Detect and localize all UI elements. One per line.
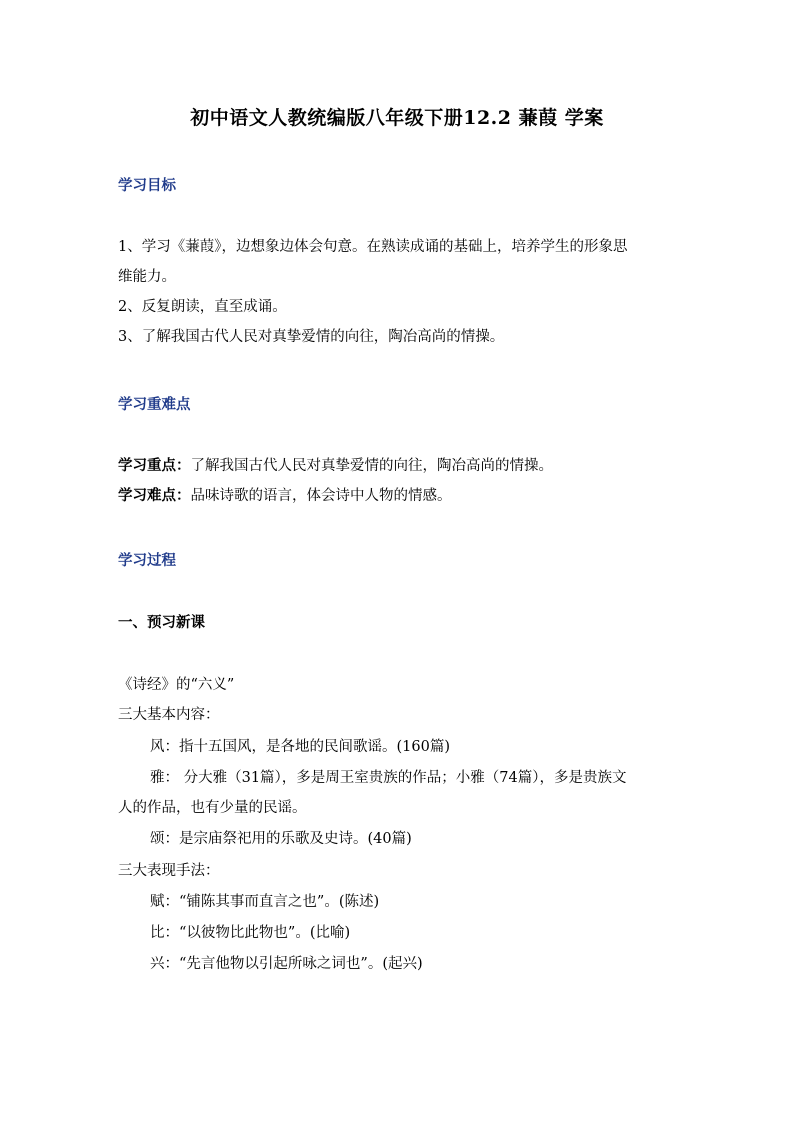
ya-line-1: 雅： 分大雅（31篇），多是周王室贵族的作品；小雅（74篇），多是贵族文: [150, 770, 627, 786]
bi-line: 比：“以彼物比此物也”。(比喻): [150, 925, 351, 941]
objective-item-1: 1、学习《蒹葭》，边想象边体会句意。在熟读成诵的基础上，培养学生的形象思: [118, 239, 628, 255]
key-point-label: 学习重点：: [118, 457, 191, 474]
document-title: 初中语文人教统编版八年级下册12.2 蒹葭 学案: [190, 107, 604, 129]
key-point-line: [118, 455, 553, 477]
liuyi-title: 《诗经》的“六义”: [118, 677, 235, 693]
fu-line: 赋：“铺陈其事而直言之也”。(陈述): [150, 894, 380, 910]
difficulty-line: [118, 485, 452, 507]
feng-line: 风：指十五国风，是各地的民间歌谣。(160篇): [150, 739, 450, 755]
content-label: 三大基本内容：: [118, 707, 220, 723]
technique-label: 三大表现手法：: [118, 863, 220, 879]
key-point-text: 了解我国古代人民对真挚爱情的向往，陶冶高尚的情操。: [190, 458, 553, 474]
objective-item-3: 3、了解我国古代人民对真挚爱情的向往，陶冶高尚的情操。: [118, 329, 505, 345]
objective-item-2: 2、反复朗读，直至成诵。: [118, 299, 287, 315]
keypoints-heading: 学习重难点: [118, 396, 191, 413]
process-heading: 学习过程: [118, 552, 176, 569]
difficulty-text: 品味诗歌的语言，体会诗中人物的情感。: [190, 488, 452, 504]
preview-heading: 一、预习新课: [118, 614, 205, 631]
objective-item-1-cont: 维能力。: [118, 269, 176, 285]
ya-line-2: 人的作品，也有少量的民谣。: [118, 800, 307, 816]
objectives-heading: 学习目标: [118, 177, 176, 194]
song-line: 颂：是宗庙祭祀用的乐歌及史诗。(40篇): [150, 831, 412, 847]
difficulty-label: 学习难点：: [118, 487, 191, 504]
xing-line: 兴：“先言他物以引起所咏之词也”。(起兴): [150, 956, 423, 972]
